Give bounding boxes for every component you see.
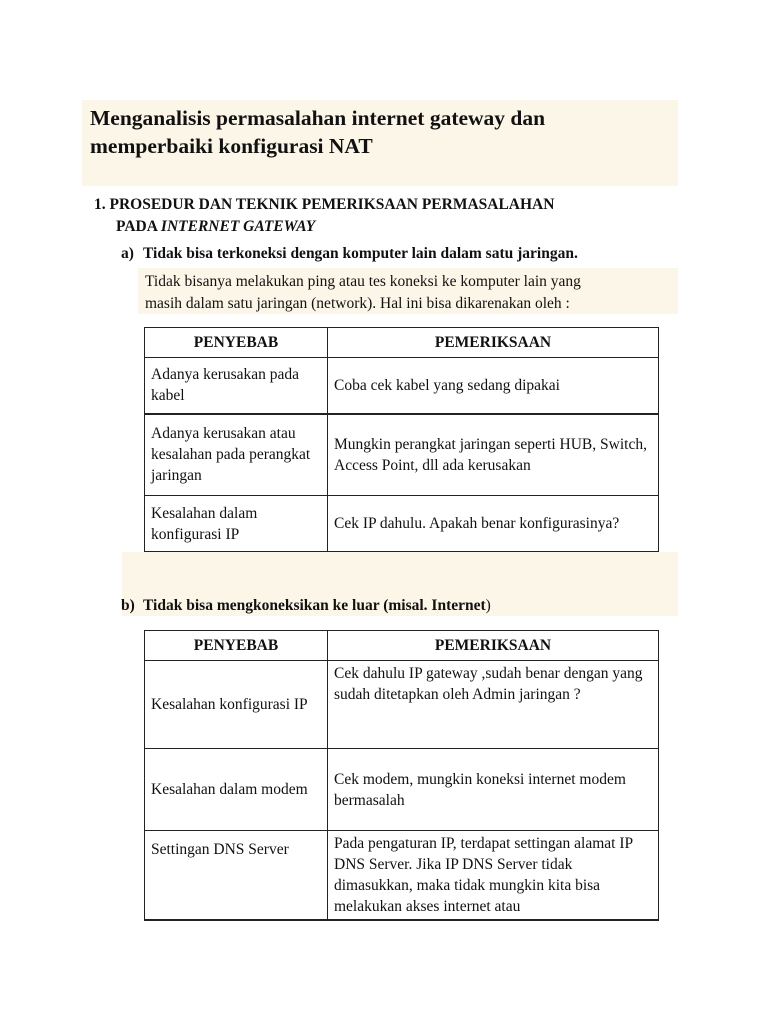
table-b-check-3: Pada pengaturan IP, terdapat settingan alamat IP DNS Server. Jika IP DNS Server tidak dimasukkan, maka tidak mungkin kita bisa melakukan akses internet atau — [328, 831, 659, 921]
table-b-check-2: Cek modem, mungkin koneksi internet modem bermasalah — [328, 749, 659, 831]
table-a-header-cause: PENYEBAB — [145, 328, 328, 358]
subsection-b-close-paren: ) — [485, 597, 491, 614]
title-line-1: Menganalisis permasalahan internet gateway dan — [90, 106, 546, 130]
table-a — [144, 327, 659, 552]
table-a-header-check: PEMERIKSAAN — [328, 328, 659, 358]
table-row — [145, 358, 659, 414]
table-a-cause-3: Kesalahan dalam konfigurasi IP — [145, 496, 328, 552]
section-1-heading — [94, 194, 654, 238]
table-b-header-check: PEMERIKSAAN — [328, 631, 659, 661]
section-1-line-2-prefix: PADA — [116, 218, 161, 235]
title-line-2: memperbaiki konfigurasi NAT — [90, 134, 373, 158]
subsection-a-paragraph — [145, 271, 665, 315]
table-b — [144, 630, 659, 921]
table-row — [145, 749, 659, 831]
subsection-a-heading — [121, 243, 578, 265]
subsection-b-title: Tidak bisa mengkoneksikan ke luar (misal. Internet — [143, 597, 486, 614]
section-1-line-1: PROSEDUR DAN TEKNIK PEMERIKSAAN PERMASALAHAN — [109, 196, 555, 213]
table-b-header-cause: PENYEBAB — [145, 631, 328, 661]
table-a-check-2: Mungkin perangkat jaringan seperti HUB, Switch, Access Point, dll ada kerusakan — [328, 414, 659, 496]
table-row — [145, 831, 659, 921]
paragraph-line-2: masih dalam satu jaringan (network). Hal ini bisa dikarenakan oleh : — [145, 295, 570, 312]
paragraph-line-1: Tidak bisanya melakukan ping atau tes koneksi ke komputer lain yang — [145, 273, 581, 290]
subsection-a-title: Tidak bisa terkoneksi dengan komputer lain dalam satu jaringan. — [143, 245, 578, 262]
table-a-check-1: Coba cek kabel yang sedang dipakai — [328, 358, 659, 414]
section-1-line-2-italic: INTERNET GATEWAY — [160, 218, 316, 235]
table-b-cause-3: Settingan DNS Server — [145, 831, 328, 921]
table-b-check-1: Cek dahulu IP gateway ,sudah benar dengan yang sudah ditetapkan oleh Admin jaringan ? — [328, 661, 659, 749]
table-a-cause-1: Adanya kerusakan pada kabel — [145, 358, 328, 414]
page-title — [90, 104, 680, 160]
table-b-cause-1: Kesalahan konfigurasi IP — [145, 661, 328, 749]
table-b-cause-2: Kesalahan dalam modem — [145, 749, 328, 831]
table-row — [145, 414, 659, 496]
subsection-b-label: b) — [121, 597, 135, 614]
table-a-cause-2: Adanya kerusakan atau kesalahan pada perangkat jaringan — [145, 414, 328, 496]
section-1-number: 1. — [94, 196, 106, 213]
table-row — [145, 496, 659, 552]
subsection-a-label: a) — [121, 245, 134, 262]
subsection-b-heading — [121, 595, 491, 617]
table-a-check-3: Cek IP dahulu. Apakah benar konfigurasinya? — [328, 496, 659, 552]
table-row — [145, 661, 659, 749]
